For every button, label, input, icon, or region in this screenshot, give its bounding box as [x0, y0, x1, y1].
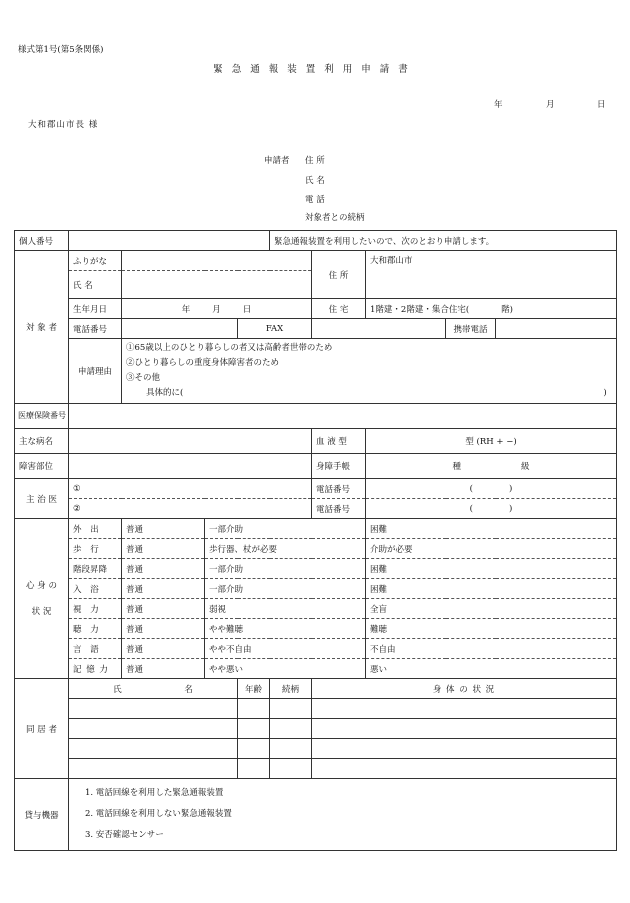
doctor-1-phone-label: 電話番号: [312, 479, 366, 499]
condition-option-mid[interactable]: 一部介助: [205, 579, 366, 599]
disability-field[interactable]: [69, 454, 312, 479]
condition-option-mid[interactable]: 一部介助: [205, 519, 366, 539]
applicant-address-label: 住 所: [305, 156, 325, 166]
equipment-option-3[interactable]: 3. 安否確認センサー: [85, 830, 164, 840]
disease-label: 主な病名: [15, 429, 69, 454]
condition-option-hard[interactable]: 困難: [366, 559, 617, 579]
furigana-label: ふりがな: [69, 251, 122, 271]
cohab-age-cell[interactable]: [238, 719, 270, 739]
subject-address-field[interactable]: [366, 251, 617, 299]
housing-floor-label: 階): [501, 304, 513, 315]
date-day-label: 日: [597, 100, 606, 110]
applicant-label: 申請者: [264, 156, 290, 166]
condition-label-line-2: 状 況: [31, 606, 52, 617]
condition-option-mid[interactable]: 一部介助: [205, 559, 366, 579]
cohab-age-cell[interactable]: [238, 699, 270, 719]
condition-option-hard[interactable]: 困難: [366, 519, 617, 539]
cohab-body-cell[interactable]: [312, 719, 617, 739]
condition-option-hard[interactable]: 難聴: [366, 619, 617, 639]
cohab-relation-cell[interactable]: [270, 719, 312, 739]
cohab-relation-header: 続柄: [270, 679, 312, 699]
handbook-field[interactable]: [366, 454, 617, 479]
condition-item: 外 出: [69, 519, 122, 539]
phone-field[interactable]: [122, 319, 238, 339]
mobile-label: 携帯電話: [446, 319, 496, 339]
cohab-name-cell[interactable]: [69, 759, 238, 779]
doctor-2-phone-label: 電話番号: [312, 499, 366, 519]
birth-month-label: 月: [212, 304, 221, 315]
document-title: 緊急通報装置利用申請書: [213, 64, 417, 75]
fax-field[interactable]: [312, 319, 446, 339]
doctor-1-field[interactable]: [69, 479, 312, 499]
insurance-label: 医療保険番号: [15, 404, 69, 429]
subject-name-label: 氏 名: [69, 271, 122, 299]
condition-option-normal[interactable]: 普通: [122, 559, 205, 579]
cohab-age-cell[interactable]: [238, 739, 270, 759]
reason-label: 申請理由: [69, 339, 122, 404]
cohab-relation-cell[interactable]: [270, 739, 312, 759]
applicant-name-label: 氏 名: [305, 176, 325, 186]
cohab-body-header: 身 体 の 状 況: [312, 679, 617, 699]
condition-label-line-1: 心 身 の: [26, 580, 57, 591]
condition-item: 階段昇降: [69, 559, 122, 579]
addressee: 大和郡山市長 様: [28, 120, 99, 130]
doctor-label: 主 治 医: [15, 479, 69, 519]
application-form-table: [14, 230, 617, 851]
doctor-1-phone-open: (: [469, 483, 473, 494]
insurance-field[interactable]: [69, 404, 617, 429]
housing-options: 1階建・2階建・集合住宅(: [370, 304, 470, 315]
personal-number-label: 個人番号: [15, 231, 69, 251]
condition-option-mid[interactable]: 弱視: [205, 599, 366, 619]
condition-option-mid[interactable]: やや難聴: [205, 619, 366, 639]
doctor-2-phone-field[interactable]: [366, 499, 617, 519]
housing-field[interactable]: [366, 299, 617, 319]
condition-option-normal[interactable]: 普通: [122, 579, 205, 599]
condition-option-mid[interactable]: やや悪い: [205, 659, 366, 679]
condition-option-hard[interactable]: 悪い: [366, 659, 617, 679]
reason-specific-label: 具体的に(: [146, 388, 184, 398]
applicant-phone-label: 電 話: [305, 195, 325, 205]
reason-option-2[interactable]: ②ひとり暮らしの重度身体障害者のため: [126, 358, 280, 368]
fax-label: FAX: [238, 319, 312, 339]
condition-item: 聴 力: [69, 619, 122, 639]
housing-label: 住 宅: [312, 299, 366, 319]
condition-option-hard[interactable]: 全盲: [366, 599, 617, 619]
subject-label: 対 象 者: [15, 251, 69, 404]
cohab-name-cell[interactable]: [69, 739, 238, 759]
condition-item: 言 語: [69, 639, 122, 659]
condition-option-normal[interactable]: 普通: [122, 539, 205, 559]
cohab-name-cell[interactable]: [69, 719, 238, 739]
request-text: 緊急通報装置を利用したいので、次のとおり申請します。: [270, 231, 617, 251]
handbook-kind-label: 種: [452, 462, 461, 472]
equipment-option-1[interactable]: 1. 電話回線を利用した緊急通報装置: [85, 788, 224, 798]
condition-option-normal[interactable]: 普通: [122, 659, 205, 679]
blood-type-label: 血 液 型: [312, 429, 366, 454]
condition-option-mid[interactable]: やや不自由: [205, 639, 366, 659]
doctor-2-phone-close: ): [509, 503, 513, 514]
birth-year-label: 年: [181, 304, 191, 315]
date-year-label: 年: [494, 100, 503, 110]
mobile-field[interactable]: [496, 319, 617, 339]
reason-specific-close: ): [603, 388, 607, 398]
condition-item: 歩 行: [69, 539, 122, 559]
condition-option-mid[interactable]: 歩行器、杖が必要: [205, 539, 366, 559]
handbook-label: 身障手帳: [312, 454, 366, 479]
birthdate-label: 生年月日: [69, 299, 122, 319]
condition-option-hard[interactable]: 介助が必要: [366, 539, 617, 559]
condition-option-normal[interactable]: 普通: [122, 619, 205, 639]
condition-option-normal[interactable]: 普通: [122, 639, 205, 659]
doctor-1-phone-field[interactable]: [366, 479, 617, 499]
cohab-body-cell[interactable]: [312, 699, 617, 719]
blood-type-field[interactable]: 型 (RH + −): [366, 429, 617, 454]
furigana-field[interactable]: [122, 251, 312, 271]
doctor-1-phone-close: ): [509, 483, 513, 494]
handbook-grade-label: 級: [521, 462, 530, 472]
condition-option-normal[interactable]: 普通: [122, 599, 205, 619]
cohab-body-cell[interactable]: [312, 759, 617, 779]
cohab-name-cell[interactable]: [69, 699, 238, 719]
condition-label: [15, 519, 69, 679]
reason-option-1[interactable]: ①65歳以上のひとり暮らしの者又は高齢者世帯のため: [126, 343, 333, 353]
birth-day-label: 日: [242, 304, 252, 315]
disability-label: 障害部位: [15, 454, 69, 479]
address-city: 大和郡山市: [370, 256, 413, 266]
subject-name-field[interactable]: [122, 271, 312, 299]
equipment-label: 貸与機器: [15, 779, 69, 851]
condition-item: 視 力: [69, 599, 122, 619]
phone-label: 電話番号: [69, 319, 122, 339]
subject-address-label: 住 所: [312, 251, 366, 299]
condition-option-hard[interactable]: 不自由: [366, 639, 617, 659]
condition-item: 記 憶 力: [69, 659, 122, 679]
cohab-age-cell[interactable]: [238, 759, 270, 779]
doctor-2-phone-open: (: [469, 503, 473, 514]
cohabitant-label: 同 居 者: [15, 679, 69, 779]
equipment-option-2[interactable]: 2. 電話回線を利用しない緊急通報装置: [85, 809, 232, 819]
cohab-name-header: 氏 名: [69, 679, 238, 699]
cohab-relation-cell[interactable]: [270, 699, 312, 719]
equipment-options[interactable]: [69, 779, 617, 851]
doctor-1-number: ①: [73, 483, 81, 494]
form-number: 様式第1号(第5条関係): [18, 45, 104, 55]
condition-option-normal[interactable]: 普通: [122, 519, 205, 539]
doctor-2-number: ②: [73, 503, 81, 514]
condition-option-hard[interactable]: 困難: [366, 579, 617, 599]
disease-field[interactable]: [69, 429, 312, 454]
condition-item: 入 浴: [69, 579, 122, 599]
reason-options[interactable]: [122, 339, 617, 404]
doctor-2-field[interactable]: [69, 499, 312, 519]
reason-option-3[interactable]: ③その他: [126, 373, 161, 383]
cohab-age-header: 年齢: [238, 679, 270, 699]
date-month-label: 月: [546, 100, 555, 110]
birthdate-field[interactable]: [122, 299, 312, 319]
personal-number-field[interactable]: [69, 231, 270, 251]
applicant-relation-label: 対象者との続柄: [305, 213, 365, 223]
cohab-body-cell[interactable]: [312, 739, 617, 759]
cohab-relation-cell[interactable]: [270, 759, 312, 779]
